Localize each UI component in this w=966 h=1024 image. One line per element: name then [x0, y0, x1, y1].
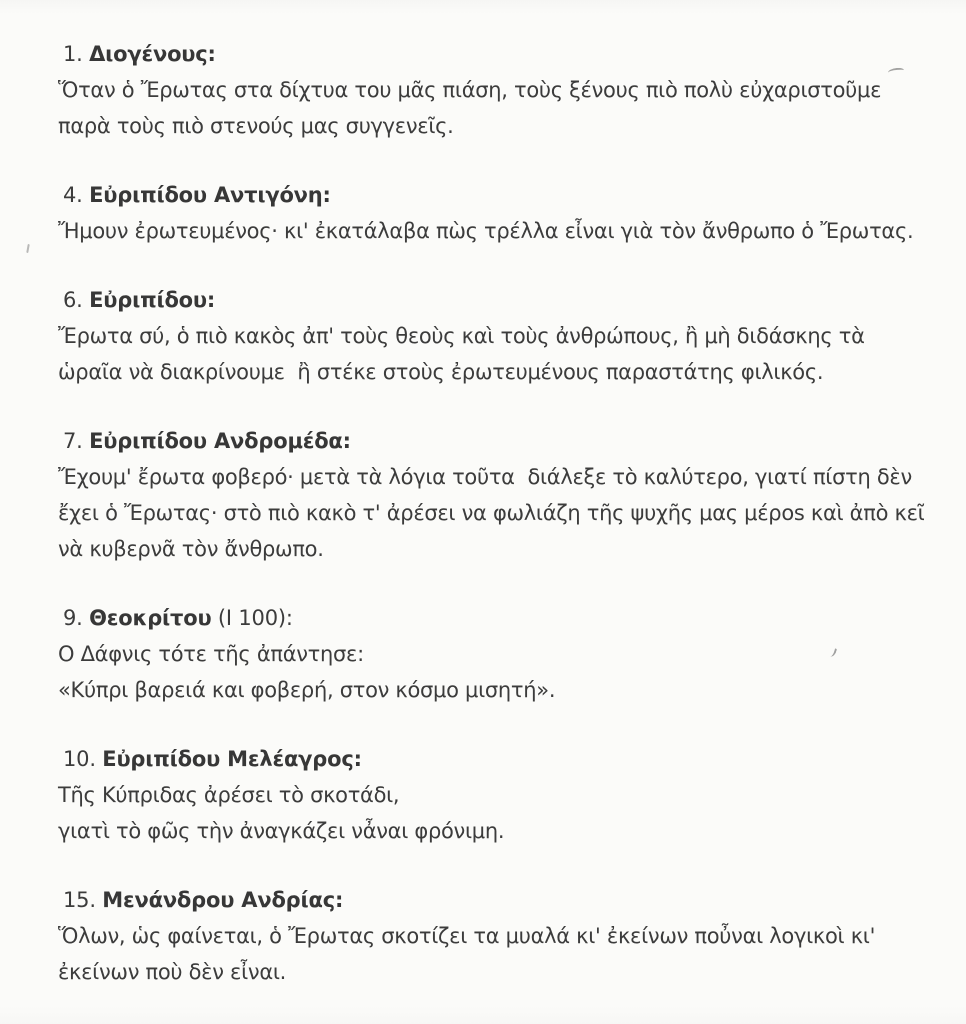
section-author: Εὐριπίδου Αντιγόνη:: [89, 183, 331, 207]
section-number: 7.: [63, 429, 83, 453]
section-heading: [58, 741, 932, 777]
section-heading: [58, 423, 932, 459]
section-number: 4.: [63, 183, 83, 207]
section-author: Εὐριπίδου Ανδρομέδα:: [89, 429, 351, 453]
quote-line: Ὅταν ὁ Ἔρωτας στα δίχτυα του μᾶς πιάση, τοὺς ξένους πιὸ πολὺ εὐχαριστοῦμε: [58, 78, 882, 102]
quote-section-15: [58, 882, 932, 990]
quote-section-10: [58, 741, 932, 849]
quote-line: παρὰ τοὺς πιὸ στενούς μας συγγενεῖς.: [58, 114, 454, 138]
section-author: Διογένους:: [89, 42, 216, 66]
section-number: 6.: [63, 288, 83, 312]
section-heading: [58, 882, 932, 918]
quote-line: Τῆς Κύπριδας ἀρέσει τὸ σκοτάδι,: [58, 783, 400, 807]
quote-line: ἔχει ὁ Ἔρωτας· στὸ πιὸ κακὸ τ' ἀρέσει να φωλιάζη τῆς ψυχῆς μας μέρos καὶ ἀπὸ κεῖ: [58, 501, 925, 525]
quote-section-9: [58, 600, 932, 708]
section-author: Εὐριπίδου Μελέαγρος:: [102, 747, 362, 771]
quote-line: Ἔχουμ' ἔρωτα φοβερό· μετὰ τὰ λόγια τοῦτα διάλεξε τὸ καλύτερο, γιατί πίστη δὲν: [58, 465, 912, 489]
quote-line: γιατὶ τὸ φῶς τὴν ἀναγκάζει νἆναι φρόνιμη.: [58, 819, 505, 843]
quote-line: ὡραῖα νὰ διακρίνουμε ἢ στέκε στοὺς ἐρωτευμένους παραστάτης φιλικός.: [58, 360, 824, 384]
quote-line: Ο Δάφνις τότε τῆς ἀπάντησε:: [58, 642, 364, 666]
document-content: [58, 36, 932, 1023]
quote-line: «Κύπρι βαρειά και φοβερή, στον κόσμο μισητή».: [58, 678, 556, 702]
quote-line: Ἤμουν ἐρωτευμένος· κι' ἐκατάλαβα πὼς τρέλλα εἶναι γιὰ τὸν ἄνθρωπο ὁ Ἔρωτας.: [58, 219, 914, 243]
section-author: Θεοκρίτου: [89, 606, 212, 630]
quote-section-7: [58, 423, 932, 567]
quote-section-4: [58, 177, 932, 249]
quote-line: Ἔρωτα σύ, ὁ πιὸ κακὸς ἀπ' τοὺς θεοὺς καὶ τοὺς ἀνθρώπους, ἢ μὴ διδάσκης τὰ: [58, 324, 865, 348]
section-heading: [58, 177, 932, 213]
scan-artifact-tick: [26, 244, 30, 253]
section-number: 1.: [63, 42, 83, 66]
quote-line: Ὅλων, ὡς φαίνεται, ὁ Ἔρωτας σκοτίζει τα μυαλά κι' ἐκείνων ποὖναι λογικοὶ κι': [58, 924, 876, 948]
section-heading: [58, 36, 932, 72]
section-author: Εὐριπίδου:: [89, 288, 216, 312]
section-heading-suffix: (I 100):: [211, 606, 293, 630]
section-author: Μενάνδρου Ανδρίας:: [102, 888, 344, 912]
quote-section-6: [58, 282, 932, 390]
quote-line: νὰ κυβερνᾶ τὸν ἄνθρωπο.: [58, 537, 324, 561]
quote-section-1: [58, 36, 932, 144]
section-number: 10.: [63, 747, 96, 771]
section-number: 9.: [63, 606, 83, 630]
section-number: 15.: [63, 888, 96, 912]
section-heading: [58, 600, 932, 636]
quote-line: ἐκείνων ποὺ δὲν εἶναι.: [58, 960, 287, 984]
section-heading: [58, 282, 932, 318]
